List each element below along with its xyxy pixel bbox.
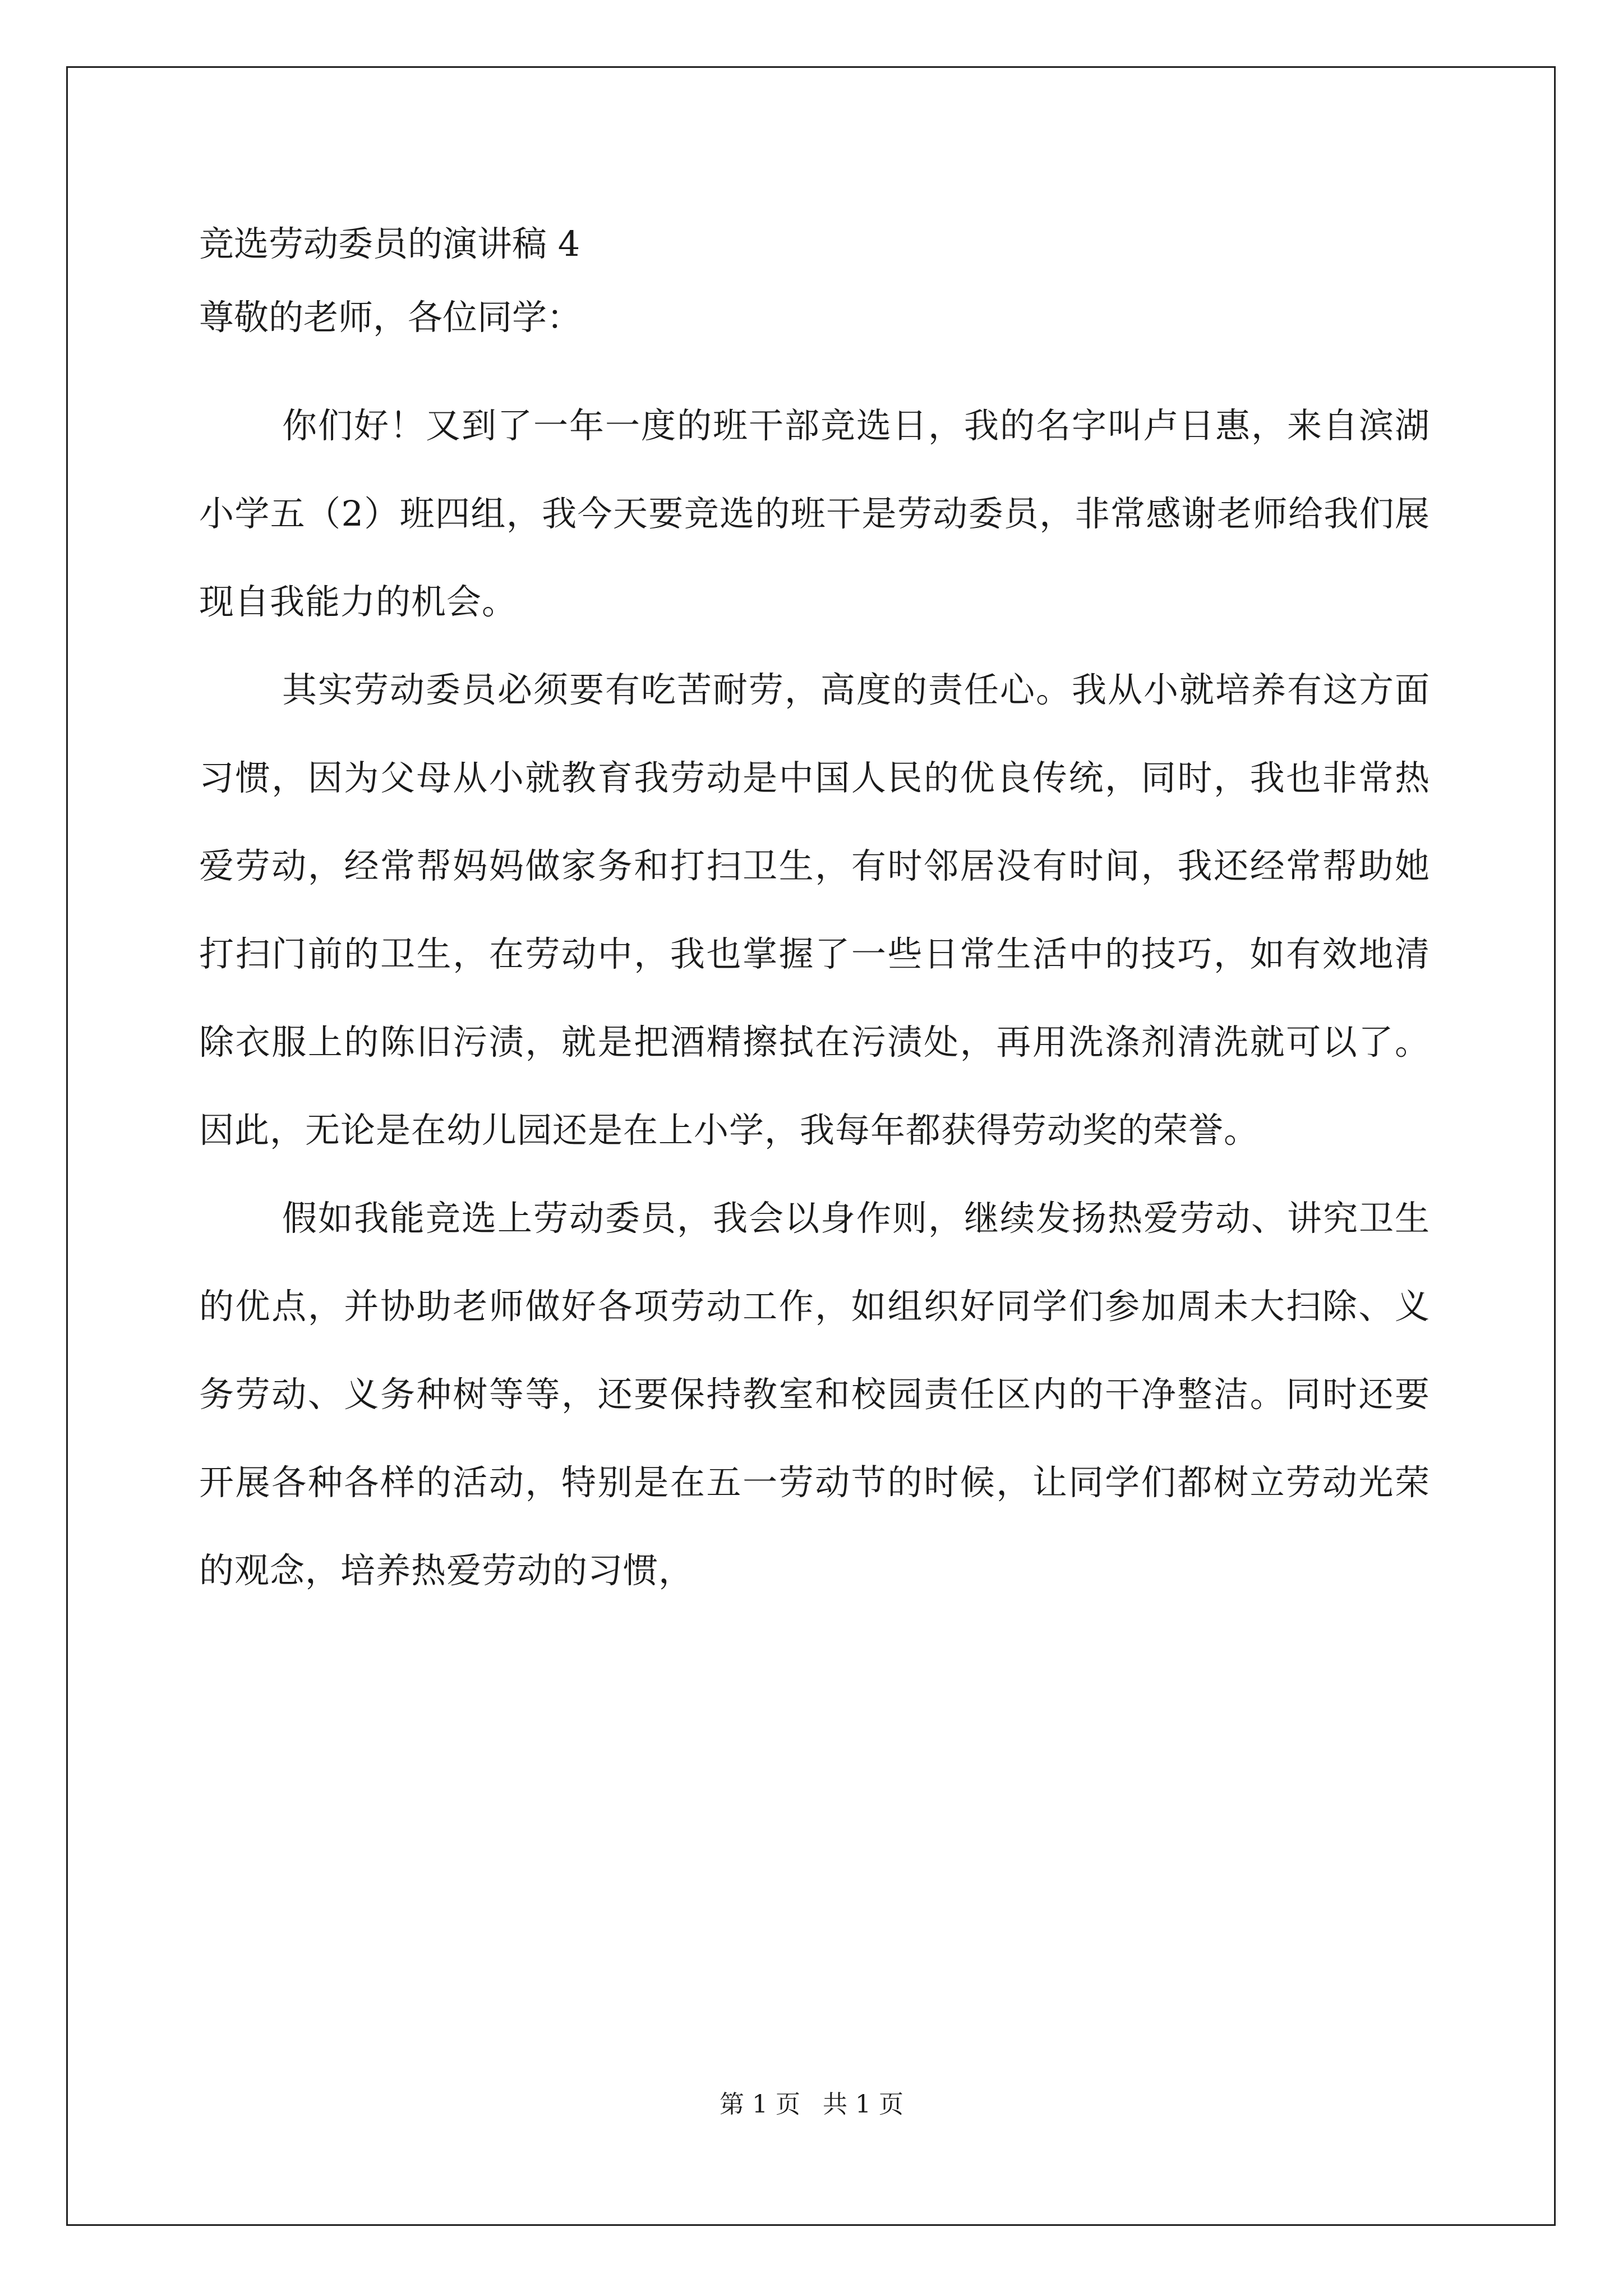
paragraph: 你们好！又到了一年一度的班干部竞选日，我的名字叫卢日惠，来自滨湖小学五（2）班四组，我今天要竞选的班干是劳动委员，非常感谢老师给我们展现自我能力的机会。 <box>199 405 1430 622</box>
page-footer <box>0 2088 1623 2122</box>
document-title: 竞选劳动委员的演讲稿 4 <box>199 223 580 264</box>
document-body <box>199 381 1430 1614</box>
page-total: 共 1 页 <box>823 2090 903 2119</box>
page-number: 第 1 页 <box>720 2090 800 2119</box>
paragraph: 其实劳动委员必须要有吃苦耐劳，高度的责任心。我从小就培养有这方面习惯，因为父母从小就教育我劳动是中国人民的优良传统，同时，我也非常热爱劳动，经常帮妈妈做家务和打扫卫生，有时邻居没有时间，我还经常帮助她打扫门前的卫生，在劳动中，我也掌握了一些日常生活中的技巧，如有效地清除衣服上的陈旧污渍，就是把酒精擦拭在污渍处，再用洗涤剂清洗就可以了。因此，无论是在幼儿园还是在上小学，我每年都获得劳动奖的荣誉。 <box>199 669 1430 1151</box>
paragraph: 假如我能竞选上劳动委员，我会以身作则，继续发扬热爱劳动、讲究卫生的优点，并协助老师做好各项劳动工作，如组织好同学们参加周未大扫除、义务劳动、义务种树等等，还要保持教室和校园责任区内的干净整洁。同时还要开展各种各样的活动，特别是在五一劳动节的时候，让同学们都树立劳动光荣的观念，培养热爱劳动的习惯， <box>199 1198 1430 1591</box>
salutation: 尊敬的老师，各位同学： <box>199 297 582 338</box>
